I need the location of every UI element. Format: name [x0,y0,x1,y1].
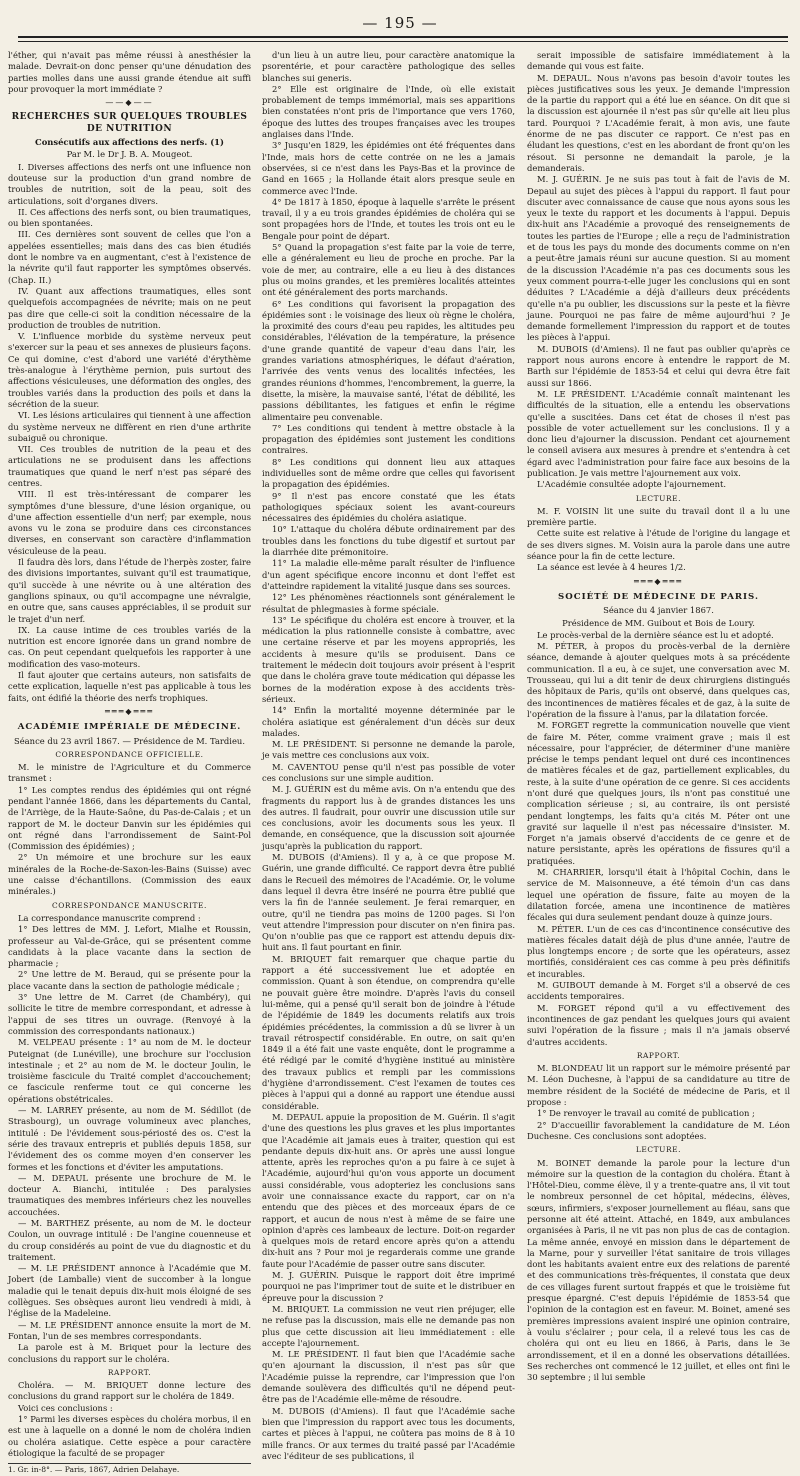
paragraph: 3° Jusqu'en 1829, les épidémies ont été fréquentes dans l'Inde, mais hors de cette contrée on ne les a jamais observées, si ce n'est dans les Pays-Bas et la province de Gand en 1665 ; la Hollande était alors presque seule en commerce avec l'Inde. [262,140,515,196]
paragraph: M. GUIBOUT demande à M. Forget s'il a observé de ces accidents temporaires. [527,980,790,1002]
paragraph: Choléra. — M. BRIQUET donne lecture des conclusions du grand rapport sur le choléra de 1849. [8,1380,251,1402]
subheading: LECTURE. [635,1145,682,1155]
lecture-body [527,1158,790,1384]
paragraph: M. DUBOIS (d'Amiens). Il faut que l'Académie sache bien que l'impression du rapport avec tous les documents, cartes et pièces à l'appui, ne coûtera pas moins de 8 à 10 mille francs. Or aux termes du traité passé par l'Académie avec l'éditeur de ses publications, il [262,1405,515,1461]
paragraph: 11° La maladie elle-même paraît résulter de l'influence d'un agent spécifique encore inconnu et dont l'effet est d'atteindre rapidement la vitalité jusque dans ses sources. [262,558,515,591]
paragraph: 10° L'attaque du choléra débute ordinairement par des troubles dans les fonctions du tube digestif et surtout par la diarrhée dite prémonitoire. [262,524,515,558]
paragraph: 2° Un mémoire et une brochure sur les eaux minérales de la Roche-de-Saxon-les-Bains (Suisse) avec une caisse d'échantillons. (Commission des eaux minérales.) [8,852,251,897]
paragraph: 5° Quand la propagation s'est faite par la voie de terre, elle a généralement eu lieu de proche en proche. Par la voie de mer, au contraire, elle a eu lieu à des distances plus ou moins grandes, et les premières localités atteintes ont été généralement des ports marchands. [262,242,515,298]
paragraph: M. F. VOISIN lit une suite du travail dont il a lu une première partie. [527,505,790,528]
page-number: — 195 — [362,14,438,32]
paragraph: VIII. Il est très-intéressant de comparer les symptômes d'une blessure, d'une lésion organique, ou d'une affection essentielle d'un nerf; par exemple, nous avons vu le zona se produire dans ces circonstances diverses, en conservant son caractère d'inflammation vésiculeuse de la peau. [8,489,251,556]
paragraph: serait impossible de satisfaire immédiatement à la demande qui vous est faite. [527,50,790,72]
subheading: RAPPORT. [107,1367,152,1377]
paragraph: Cette suite est relative à l'étude de l'origine du langage et de ses divers signes. M. Voisin aura la parole dans une autre séance pour la fin de cette lecture. [527,528,790,562]
paragraph: IV. Quant aux affections traumatiques, elles sont quelquefois accompagnées de névrite; mais on ne peut pas dire que celle-ci soit la condition nécessaire de la production de troubles de nutrition. [8,285,251,330]
paragraph: 14° Enfin la mortalité moyenne déterminée par le choléra asiatique est généralement d'un décès sur deux malades. [262,705,515,738]
column-3-body [527,50,790,491]
paragraph: 7° Les conditions qui tendent à mettre obstacle à la propagation des épidémies sont justement les conditions contraires. [262,422,515,456]
paragraph: 9° Il n'est pas encore constaté que les états pathologiques spéciaux soient les avant-coureurs nécessaires des épidémies du choléra asiatique. [262,490,515,524]
ornament-divider: ═══◆═══ [104,706,155,716]
paragraph: M. LE PRÉSIDENT. L'Académie connaît maintenant les difficultés de la situation, elle a entendu les observations qu'elle a suscitées. Dans cet état de choses il n'est pas possible de voter actuellement sur les conclusions. Il y a donc lieu d'ajourner la discussion. Pendant cet ajournement le conseil avisera aux mesures à prendre et s'entendra à cet égard avec l'administration pour faire face aux besoins de la publication. Je vais mettre l'ajournement aux voix. [527,388,790,478]
paragraph: M. LE PRÉSIDENT. Si personne ne demande la parole, je vais mettre ces conclusions aux voix. [262,739,515,761]
article-author: Par M. le Dr J. B. A. Mougeot. [66,149,193,160]
paragraph: 3° Une lettre de M. Carret (de Chambéry), qui sollicite le titre de membre correspondant, et adresse à l'appui de ses titres un ouvrage. (Renvoyé à la commission des correspondants nationaux.) [8,992,251,1036]
paragraph: Il faut ajouter que certains auteurs, non satisfaits de cette explication, laquelle n'est pas applicable à tous les faits, ont édifié la théorie des nerfs trophiques. [8,670,251,703]
paragraph: M. le ministre de l'Agriculture et du Commerce transmet : [8,762,251,784]
paragraph: M. BOINET demande la parole pour la lecture d'un mémoire sur la question de la contagion du choléra. Étant à l'Hôtel-Dieu, comme élève, il y a trente-quatre ans, il vit tout le nombreux personnel de cet hôpital, médecins, élèves, sœurs, infirmiers, s'exposer journellement au fléau, sans que personne ait été atteint. Attaché, en 1849, aux ambulances organisées à Paris, il ne vit pas non plus de cas de contagion. La même année, envoyé en mission dans le département de la Marne, pour y surveiller l'état sanitaire de trois villages dont les habitants avaient entre eux des relations de parenté et des communications très-fréquentes, il constata que deux de ces villages furent surtout frappés et que le troisième fut presque épargné. C'est depuis l'épidémie de 1853-54 que l'opinion de la contagion est en faveur. M. Boinet, amené ses premières impressions avaient inspiré une opinion contraire, à voulu s'éclairer ; pour cela, il a relevé tous les cas de choléra qui ont eu lieu en 1866, à Paris, dans le 3e arrondissement, et il en a donné les observations détaillées. Ses recherches ont commencé le 12 juillet, et elles ont fini le 30 septembre ; il lui semble [527,1157,790,1383]
paragraph: VI. Les lésions articulaires qui tiennent à une affection du système nerveux ne diffèrent en rien d'une arthrite subaiguë ou chronique. [8,410,251,443]
paragraph: M. J. GUÉRIN. Je ne suis pas tout à fait de l'avis de M. Depaul au sujet des pièces à l'appui du rapport. Il faut pour discuter avec connaissance de cause que nous ayons sous les yeux le texte du rapport et les documents à l'appui. Depuis dix-huit ans l'Académie a provoqué des renseignements de toutes les parties de l'Europe ; elle a reçu de l'administration et de tous les pays du monde des documents comme on n'en a peut-être jamais réuni sur aucune question. Si au moment de la discussion l'Académie n'a pas ces documents sous les yeux comment pourra-t-elle juger les conclusions qui en sont déduites ? L'Académie a déjà d'ailleurs deux précédents qu'elle n'a pu oublier, les discussions sur la peste et la fièvre jaune. Pourquoi ne pas faire de même aujourd'hui ? Je demande formellement l'impression du rapport et de toutes les pièces à l'appui. [527,174,790,343]
paragraph: M. DEPAUL. Nous n'avons pas besoin d'avoir toutes les pièces justificatives sous les yeux. Je demande l'impression de la partie du rapport qui a été lue en séance. On dit que si la discussion est ajournée il n'est pas sûr qu'elle ait lieu plus tard. Pourquoi ? L'Académie ferait, à mon avis, une faute énorme de ne pas discuter ce rapport. Ce n'est pas en éludant les questions, c'est en les abordant de front qu'on les résout. Si personne ne demandait la parole, je la demanderais. [527,72,790,173]
correspondence-manuscript [8,913,251,1365]
paragraph: 8° Les conditions qui donnent lieu aux attaques individuelles sont de même ordre que celles qui favorisent la propagation des épidémies. [262,456,515,490]
section-title: SOCIÉTÉ DE MÉDECINE DE PARIS. [558,591,759,602]
column-1 [8,50,251,1475]
paragraph: 1° Parmi les diverses espèces du choléra morbus, il en est une à laquelle on a donné le nom de choléra indien ou choléra asiatique. Cette espèce a pour caractère étiologique la faculté de se propager [8,1414,251,1458]
paragraph: Le procès-verbal de la dernière séance est lu et adopté. [537,629,774,640]
paragraph: III. Ces dernières sont souvent de celles que l'on a appelées essentielles; mais dans des cas bien étudiés dont le nombre va en augmentant, c'est à l'existence de la névrite qu'il faut rapporter les symptômes observés. (Chap. II.) [8,229,251,285]
paragraph: M. PÉTER. L'un de ces cas d'incontinence consécutive des matières fécales datait déjà de plus d'une année, l'autre de plus longtemps encore ; de sorte que les opérateurs, assez mortifiés, considéraient ces cas comme à peu près définitifs et incurables. [527,923,790,979]
column-3 [527,50,790,1383]
paragraph: — M. LARREY présente, au nom de M. Sédillot (de Strasbourg), un ouvrage volumineux avec planches, intitulé : De l'évidement sous-périosté des os. C'est la série des travaux entrepris et publiés depuis 1858, sur l'évidement des os comme moyen d'en conserver les formes et les fonctions et d'éviter les amputations. [8,1105,251,1172]
column-2-body [262,50,515,1462]
paragraph: 2° D'accueillir favorablement la candidature de M. Léon Duchesne. Ces conclusions sont adoptées. [527,1119,790,1141]
paragraph: M. DEPAUL appuie la proposition de M. Guérin. Il s'agit d'une des questions les plus graves et les plus importantes que l'Académie ait jamais eues à traiter, question qui est pendante depuis dix-huit ans. Or après une aussi longue attente, après les reproches qu'on a pu faire à ce sujet à l'Académie, aujourd'hui qu'on vous apporte un document aussi considérable, vous adopteriez les conclusions sans avoir une connaissance exacte du rapport, car on n'a entendu que des pièces et des morceaux épars de ce rapport, et aucun de nous n'est à même de se faire une opinion d'après ces lambeaux de lecture. Doit-on regarder à quelques mois de retard encore après qu'on a attendu dix-huit ans ? Pour moi je regarderais comme une grande faute pour l'Académie de passer outre sans discuter. [262,1111,515,1269]
paragraph: M. BRIQUET. La commission ne veut rien préjuger, elle ne refuse pas la discussion, mais elle ne demande pas non plus que cette discussion ait lieu immédiatement : elle accepte l'ajournement. [262,1303,515,1348]
subheading: LECTURE. [635,493,682,503]
footnote: 1. Gr. in-8°. — Paris, 1867, Adrien Delahaye. [8,1463,251,1475]
paragraph: — M. LE PRÉSIDENT annonce ensuite la mort de M. Fontan, l'un de ses membres correspondants. [8,1319,251,1341]
paragraph: VII. Ces troubles de nutrition de la peau et des articulations ne se produisent dans les affections traumatiques que quand le nerf n'est pas séparé des centres. [8,444,251,488]
header-rule-thin [18,41,788,42]
session-line: Séance du 23 avril 1867. — Présidence de M. Tardieu. [13,735,245,746]
paragraph: V. L'influence morbide du système nerveux peut s'exercer sur la peau et ses annexes de plusieurs façons. Ce qui domine, c'est d'abord une variété d'érythème très-analogue à l'érythème pernion, puis surtout des affections vésiculeuses, une déformation des ongles, des troubles variés dans la production des poils et dans la sécrétion de la sueur. [8,331,251,409]
paragraph: 13° Le spécifique du choléra est encore à trouver, et la médication la plus rationnelle consiste à combattre, avec une certaine réserve et par les moyens appropriés, les accidents à mesure qu'ils se produisent. Dans ce traitement le médecin doit toujours avoir présent à l'esprit que dans le choléra grave toute médication qui dépasse les bornes de la modération expose à des accidents très-sérieux. [262,614,515,704]
paragraph: L'Académie consultée adopte l'ajournement. [537,479,727,490]
paragraph: Il faudra dès lors, dans l'étude de l'herpès zoster, faire des divisions importantes, suivant qu'il est traumatique, qu'il succède à une névrite ou à une altération des ganglions spinaux, ou qu'il accompagne une névralgie, en outre que, sans causes appréciables, il se produit sur le trajet d'un nerf. [8,557,251,624]
paragraph: M. J. GUÉRIN. Puisque le rapport doit être imprimé pourquoi ne pas l'imprimer tout de suite et le distribuer en épreuve pour la discussion ? [262,1270,515,1303]
header-rule [18,36,788,38]
paragraph: II. Ces affections des nerfs sont, ou bien traumatiques, ou bien spontanées. [8,206,251,229]
ornament-divider: ═══◆═══ [633,576,684,586]
paragraph: IX. La cause intime de ces troubles variés de la nutrition est encore ignorée dans un grand nombre de cas. On peut cependant quelquefois les rapporter à une modification des vaso-moteurs. [8,624,251,669]
paragraph: M. FORGET regrette la communication nouvelle que vient de faire M. Péter, comme vraiment grave ; mais il est nécessaire, pour l'apprécier, de déterminer d'une manière précise le temps pendant lequel ont duré ces incontinences de matières fécales et de gaz, partiellement explicables, du reste, à la suite d'une opération de ce genre. Si ces accidents n'ont duré que quelques jours, ils n'ont pas constitué une complication sérieuse ; si, au contraire, ils ont persisté pendant longtemps, les faits qu'a cités M. Péter ont une gravité sur laquelle il n'est pas nécessaire d'insister. M. Forget n'a jamais observé d'accidents de ce genre et de nature persistante, après les opérations de fissures qu'il a pratiquées. [527,720,790,866]
lecture-body [527,506,790,574]
society-body [527,630,790,1048]
intro-paragraph: l'éther, qui n'avait pas même réussi à anesthésier la malade. Devrait-on donc penser qu'une dénudation des parties molles dans une aussi grande étendue ait suffi pour provoquer la mort immédiate ? [8,50,251,94]
paragraph: M. CAVENTOU pense qu'il n'est pas possible de voter ces conclusions sur une simple audition. [262,761,515,783]
paragraph: M. VELPEAU présente : 1° au nom de M. le docteur Puteignat (de Lunéville), une brochure sur l'occlusion intestinale ; et 2° au nom de M. le docteur Joulin, le troisième fascicule du Traité complet d'accouchement; ce fascicule renferme tout ce qui concerne les opérations obstétricales. [8,1037,251,1104]
paragraph: La parole est à M. Briquet pour la lecture des conclusions du rapport sur le choléra. [8,1342,251,1364]
column-2 [262,50,515,1461]
paragraph: 4° De 1817 à 1850, époque à laquelle s'arrête le présent travail, il y a eu trois grandes épidémies de choléra qui se sont propagées hors de l'Inde, et toutes les trois ont eu le Bengale pour point de départ. [262,196,515,241]
paragraph: M. CHARRIER, lorsqu'il était à l'hôpital Cochin, dans le service de M. Maisonneuve, a été témoin d'un cas dans lequel une opération de fissure, faite au moyen de la dilatation forcée, amena une incontinence de matières fécales qui dura seulement pendant douze à quinze jours. [527,867,790,923]
paragraph: — M. DEPAUL présente une brochure de M. le docteur A. Bianchi, intitulée : Des paralysies traumatiques des membres inférieurs chez les nouvelles accouchées. [8,1172,251,1217]
paragraph: M. J. GUÉRIN est du même avis. On n'a entendu que des fragments du rapport lus à de grandes distances les uns des autres. Il faudrait, pour ouvrir une discussion utile sur ces conclusions, avoir les documents sous les yeux. Il demande, en conséquence, que la discussion soit ajournée jusqu'après la publication du rapport. [262,784,515,851]
paragraph: I. Diverses affections des nerfs ont une influence non douteuse sur la production d'un grand nombre de troubles de nutrition, soit de la peau, soit des articulations, soit d'organes divers. [8,161,251,206]
paragraph: M. BLONDEAU lit un rapport sur le mémoire présenté par M. Léon Duchesne, à l'appui de sa candidature au titre de membre résident de la Société de médecine de Paris, et il propose : [527,1063,790,1108]
paragraph: 2° Elle est originaire de l'Inde, où elle existait probablement de temps immémorial, mais ses apparitions bien constatées n'ont pris de l'importance que vers 1760, époque des luttes des troupes françaises avec les troupes anglaises dans l'Inde. [262,83,515,140]
paragraph: M. FORGET répond qu'il a vu effectivement des incontinences de gaz pendant les quelques jours qui avaient suivi l'opération de la fissure ; mais il n'a jamais observé d'autres accidents. [527,1002,790,1047]
paragraph: 2° Une lettre de M. Beraud, qui se présente pour la place vacante dans la section de pathologie médicale ; [8,969,251,991]
paragraph: d'un lieu à un autre lieu, pour caractère anatomique la psorentérie, et pour caractère pathologique des selles blanches sui generis. [262,50,515,83]
paragraph: 1° De renvoyer le travail au comité de publication ; [537,1108,755,1119]
paragraph: M. BRIQUET fait remarquer que chaque partie du rapport a été successivement lue et adoptée en commission. Quant à son étendue, on comprendra qu'elle ne pouvait guère être moindre. D'après l'avis du conseil lui-même, qui a pensé qu'il serait bon de joindre à l'étude de l'épidémie de 1849 les documents relatifs aux trois épidémies précédentes, la commission a dû se livrer à un travail rétrospectif considérable. En outre, on sait qu'en 1849 il a été fait une vaste enquête, dont le programme a été rédigé par le comité d'hygiène institué au ministère des travaux publics et rempli par les commissions d'hygiène d'arrondissement. C'est l'examen de toutes ces pièces à l'appui qui a donné au rapport une étendue aussi considérable. [262,953,515,1111]
paragraph: 6° Les conditions qui favorisent la propagation des épidémies sont : le voisinage des lieux où règne le choléra, la proximité des cours d'eau peu rapides, les altitudes peu considérables, l'élévation de la température, la présence d'une grande quantité de vapeur d'eau dans l'air, les grandes variations atmosphériques, le défaut d'aération, l'arrivée des vents venus des localités infectées, les grandes réunions d'hommes, l'encombrement, la guerre, la disette, la misère, la mauvaise santé, l'état de débilité, les passions débilitantes, les fatigues et enfin le régime alimentaire peu convenable. [262,298,515,422]
article-subtitle: Consécutifs aux affections des nerfs. (1) [35,137,224,148]
paragraph: Voici ces conclusions : [18,1402,113,1413]
correspondence-official [8,762,251,898]
paragraph: La correspondance manuscrite comprend : [18,912,201,923]
paragraph: M. LE PRÉSIDENT. Il faut bien que l'Académie sache qu'en ajournant la discussion, il n'est pas sûr que l'Académie puisse la reprendre, car l'impression que l'on demande soulèvera des difficultés qu'il ne dépend peut-être pas de l'Académie elle-même de résoudre. [262,1349,515,1405]
paragraph: M. DUBOIS (d'Amiens). Il ne faut pas oublier qu'après ce rapport nous aurons encore à entendre le rapport de M. Barth sur l'épidémie de 1853-54 et celui qui devra être fait aussi sur 1866. [527,343,790,388]
paragraph: M. PÉTER, à propos du procès-verbal de la dernière séance, demande à ajouter quelques mots à sa précédente communication. Il a eu, à ce sujet, une conversation avec M. Trousseau, qui lui a dit tenir de deux chirurgiens distingués des hôpitaux de Paris, qu'ils ont observé, dans quelques cas, des incontinences de matières fécales et de gaz, à la suite de l'opération de la fissure à l'anus, par la dilatation forcée. [527,641,790,719]
rapport-body [527,1063,790,1142]
subheading: CORRESPONDANCE MANUSCRITE. [51,900,207,910]
paragraph: La séance est levée à 4 heures 1/2. [537,562,686,573]
subheading: RAPPORT. [636,1050,681,1060]
paragraph: — M. LE PRÉSIDENT annonce à l'Académie que M. Jobert (de Lamballe) vient de succomber à la longue maladie qui le tenait depuis dix-huit mois éloigné de ses collègues. Ses obsèques auront lieu vendredi à midi, à l'église de la Madeleine. [8,1263,251,1319]
paragraph: M. DUBOIS (d'Amiens). Il y a, à ce que propose M. Guérin, une grande difficulté. Ce rapport devra être publié dans le Recueil des mémoires de l'Académie. Or, le volume dans lequel il devra être inséré ne pourra être publié que vers la fin de l'année seulement. Je ferai remarquer, en outre, qu'il ne tiendra pas moins de 1200 pages. Si l'on veut attendre l'impression pour discuter on n'en finira pas. Qu'on n'oublie pas que ce rapport est attendu depuis dix-huit ans. Il faut pourtant en finir. [262,852,515,953]
presidency-line: Présidence de MM. Guibout et Bois de Loury. [562,617,755,628]
session-line: Séance du 4 janvier 1867. [603,605,714,616]
paragraph: 12° Les phénomènes réactionnels sont généralement le résultat de phlegmasies à forme spéciale. [262,592,515,614]
paragraph: 1° Des lettres de MM. J. Lefort, Mialhe et Roussin, professeur au Val-de-Grâce, qui se présentent comme candidats à la place vacante dans la section de pharmacie ; [8,924,251,969]
subheading: CORRESPONDANCE OFFICIELLE. [55,749,204,759]
ornament-divider: ——◆—— [105,98,154,108]
section-title: ACADÉMIE IMPÉRIALE DE MÉDECINE. [17,722,242,733]
paragraph: 1° Les comptes rendus des épidémies qui ont régné pendant l'année 1866, dans les départements du Cantal, de l'Arriège, de la Haute-Saône, du Pas-de-Calais ; et un rapport de M. le docteur Danvin sur les épidémies qui ont régné dans l'arrondissement de Saint-Pol (Commission des épidémies) ; [8,784,251,852]
article-body [8,162,251,704]
rapport-body [8,1380,251,1459]
article-title: RECHERCHES SUR QUELQUES TROUBLES DE NUTRITION [11,112,248,134]
paragraph: — M. BARTHEZ présente, au nom de M. le docteur Coulon, un ouvrage intitulé : De l'angine couenneuse et du croup considérés au point de vue du diagnostic et du traitement. [8,1217,251,1262]
